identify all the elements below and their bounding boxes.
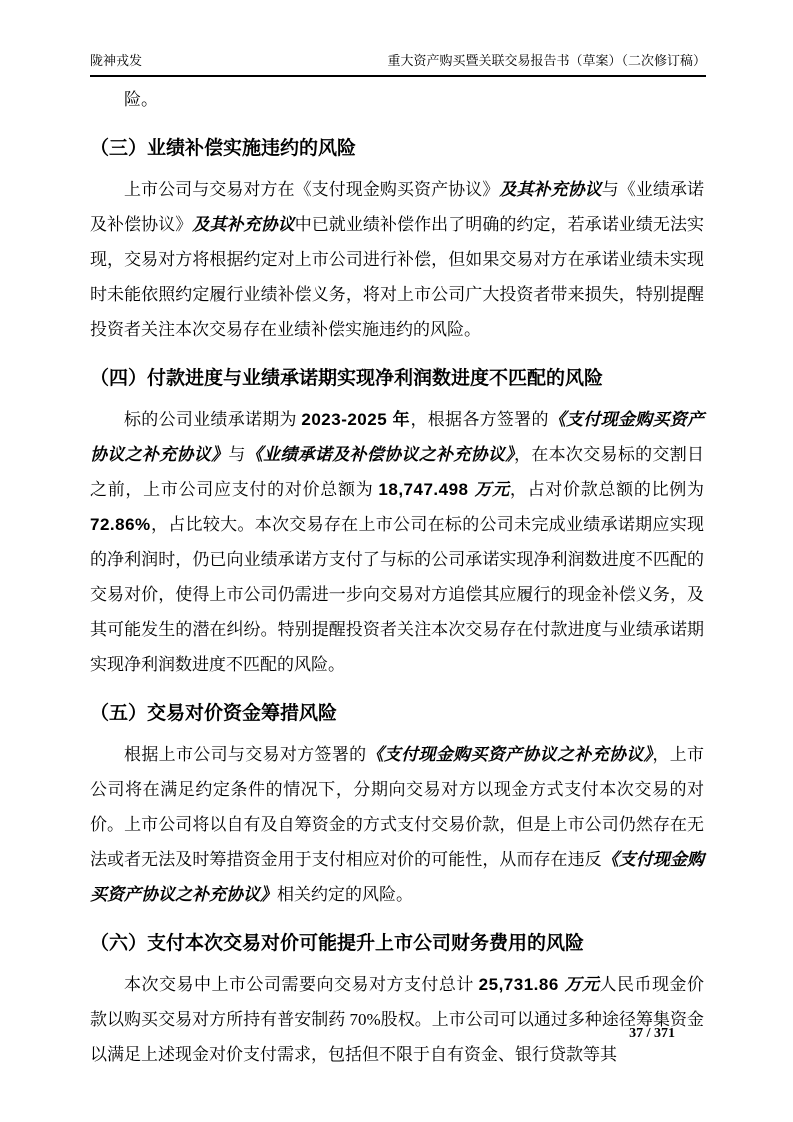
bold-italic-run: 《业绩承诺及补偿协议之补充协议》 — [245, 445, 515, 464]
bold-italic-run: 《支付现金购买资产协议之补充协议》 — [366, 745, 653, 764]
text-run: ，占比较大。本次交易存在上市公司在标的公司未完成业绩承诺期应实现的净利润时，仍已向业绩承诺方支付了与标的公司承诺实现净利润数进度不匹配的交易对价，使得上市公司仍需进一步向交易对方追偿其应履行的现金补偿义务，及其可能发生的潜在纠纷。特别提醒投资者关注本次交易存在付款进度与业绩承诺期实现净利润数进度不匹配的风险。 — [90, 515, 704, 674]
bold-italic-run: 及其补充协议 — [499, 180, 602, 199]
text-run: 中已就业绩补偿作出了明确的约定，若承诺业绩无法实现，交易对方将根据约定对上市公司进行补偿，但如果交易对方在承诺业绩未实现时未能依照约定履行业绩补偿义务，将对上市公司广大投资者带来损失，特别提醒投资者关注本次交易存在业绩补偿实施违约的风险。 — [90, 215, 705, 339]
text-run: 与《业绩承诺及补偿协议》 — [90, 180, 705, 234]
section-heading: （三）业绩补偿实施违约的风险 — [90, 138, 357, 159]
text-run: ，上市公司将在满足约定条件的情况下，分期向交易对方以现金方式支付本次交易的对价。上市公司将以自有及自筹资金的方式支付交易价款，但是上市公司仍然存在无法或者无法及时筹措资金用于支付相应对价的可能性，从而存在违反 — [90, 745, 705, 869]
continuation-paragraph: 险。 — [124, 90, 158, 109]
text-run: ，占对价款总额的比例为 — [509, 480, 705, 499]
text-run: 相关约定的风险。 — [277, 885, 413, 904]
page-number: 37 / 371 — [629, 1026, 675, 1041]
bold-italic-run: 及其补充协议 — [192, 215, 295, 234]
section-heading: （四）付款进度与业绩承诺期实现净利润数进度不匹配的风险 — [90, 368, 604, 389]
bold-italic-run: 《支付现金购买资产协议之补充协议》 — [90, 850, 705, 904]
text-run: 人民币现金价款以购买交易对方所持有普安制药 70%股权。上市公司可以通过多种途径筹集资金以满足上述现金对价支付需求，包括但不限于自有资金、银行贷款等其 — [90, 975, 705, 1064]
text-run: 根据上市公司与交易对方签署的 — [124, 745, 367, 764]
bold-run: 18,747.498 — [378, 480, 475, 499]
text-run: ，根据各方签署的 — [410, 410, 549, 429]
header-document-title: 重大资产购买暨关联交易报告书（草案）（二次修订稿） — [387, 53, 706, 68]
bold-run: 2023-2025 年 — [301, 410, 411, 429]
page-header — [90, 50, 706, 77]
text-run: 上市公司与交易对方在《支付现金购买资产协议》 — [124, 180, 500, 199]
paragraph — [90, 737, 704, 912]
paragraph — [90, 967, 704, 1072]
text-run: 标的公司业绩承诺期为 — [124, 410, 302, 429]
bold-italic-run: 万元 — [474, 480, 510, 499]
text-run: ，在本次交易标的交割日之前，上市公司应支付的对价总额为 — [90, 445, 705, 499]
document-body — [90, 82, 704, 1076]
bold-italic-run: 《支付现金购买资产协议之补充协议》 — [90, 410, 705, 464]
header-company-name: 陇神戎发 — [90, 53, 143, 68]
paragraph — [90, 402, 704, 682]
text-run: 本次交易中上市公司需要向交易对方支付总计 — [124, 975, 479, 994]
bold-run: 72.86% — [90, 515, 151, 534]
section-heading: （五）交易对价资金筹措风险 — [90, 703, 338, 724]
risk-section — [90, 699, 704, 912]
bold-run: 25,731.86 — [478, 975, 565, 994]
risk-section — [90, 134, 704, 347]
paragraph — [90, 172, 704, 347]
text-run: 与 — [228, 445, 246, 464]
section-heading: （六）支付本次交易对价可能提升上市公司财务费用的风险 — [90, 933, 585, 954]
risk-section — [90, 929, 704, 1072]
bold-italic-run: 万元 — [564, 975, 600, 994]
risk-section — [90, 364, 704, 682]
